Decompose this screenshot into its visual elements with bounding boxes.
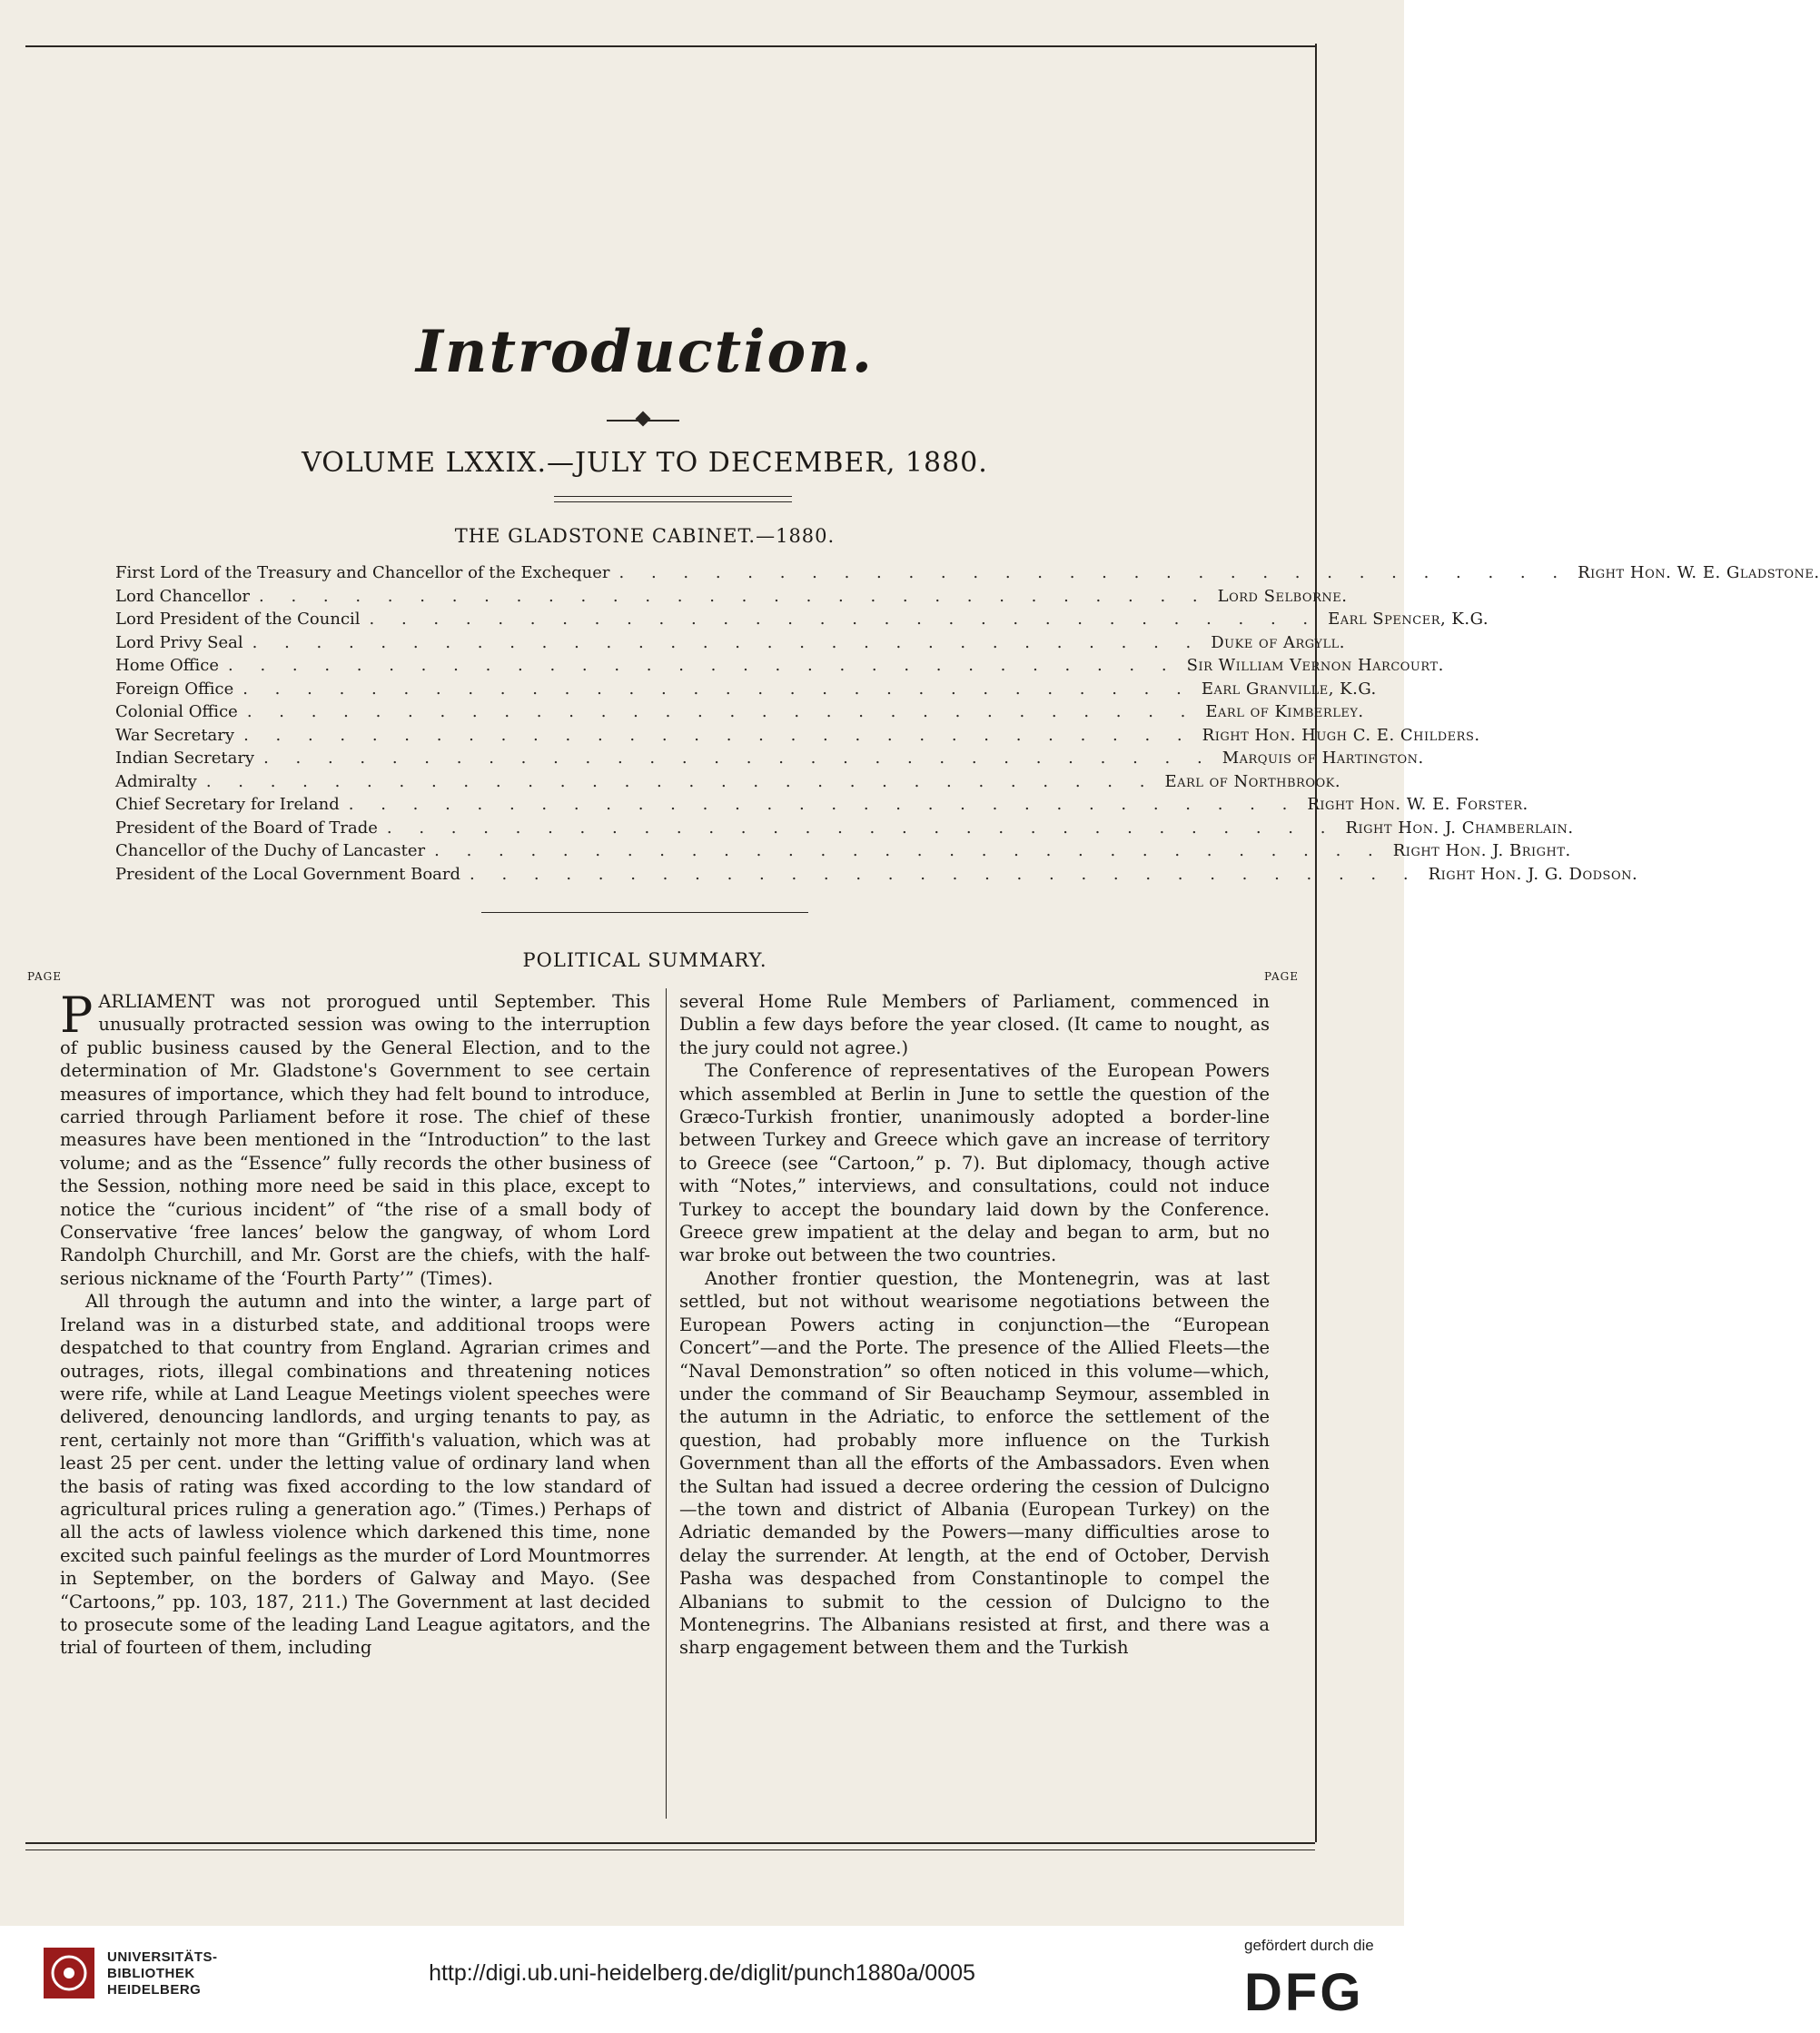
cabinet-office: Chancellor of the Duchy of Lancaster bbox=[115, 841, 426, 860]
cabinet-holder: Right Hon. J. Bright. bbox=[1392, 841, 1571, 860]
leader-dots: . . . . . . . . . . . . . . . . . . . . . . . . . . . . . . bbox=[434, 841, 1384, 860]
cabinet-office: Lord Chancellor bbox=[115, 586, 251, 606]
double-rule-top bbox=[554, 496, 792, 497]
dfg-logo: DFG bbox=[1244, 1963, 1364, 2022]
right-column bbox=[679, 990, 1270, 1660]
leader-dots: . . . . . . . . . . . . . . . . . . . . . . . . . . . . . . bbox=[470, 864, 1419, 884]
paragraph: All through the autumn and into the winter, a large part of Ireland was in a disturbed state, and additional troops were despatched to that country from England. Agrarian crimes and outrages, riots, illegal combinations and threatening notices were rife, while at Land League Meetings violent speeches were delivered, denouncing landlords, and urging tenants to pay, as rent, certainly not more than “Griffith's valuation, which was at least 25 per cent. under the letting value of ordinary land when the basis of rating was fixed according to the low standard of agricultural prices ruling a generation ago.” (Times.) Perhaps of all the acts of lawless violence which darkened this time, none excited such painful feelings as the murder of Lord Mountmorres in September, on the borders of Galway and Mayo. (See “Cartoons,” pp. 103, 187, 211.) The Government at last decided to prosecute some of the leading Land League agitators, and the trial of fourteen of them, including bbox=[60, 1291, 650, 1659]
cabinet-office: War Secretary bbox=[115, 725, 235, 745]
cabinet-holder: Right Hon. J. Chamberlain. bbox=[1345, 818, 1574, 838]
cabinet-holder: Earl of Northbrook. bbox=[1164, 771, 1341, 791]
cabinet-office: Home Office bbox=[115, 656, 220, 675]
cabinet-office: Foreign Office bbox=[115, 679, 234, 699]
cabinet-row bbox=[115, 864, 1638, 888]
leader-dots: . . . . . . . . . . . . . . . . . . . . . . . . . . . . . . bbox=[252, 632, 1202, 652]
cabinet-office: Lord Privy Seal bbox=[115, 632, 243, 652]
page-title: Introduction. bbox=[415, 318, 875, 386]
cabinet-holder: Right Hon. W. E. Forster. bbox=[1307, 795, 1528, 814]
paragraph: several Home Rule Members of Parliament, commenced in Dublin a few days before the year closed. (It came to nought, as the jury could not agree.) bbox=[679, 991, 1270, 1058]
left-column bbox=[60, 987, 650, 1660]
leader-dots: . . . . . . . . . . . . . . . . . . . . . . . . . . . . . . bbox=[246, 702, 1197, 721]
drop-cap: P bbox=[60, 987, 94, 1044]
source-url-link[interactable]: http://digi.ub.uni-heidelberg.de/diglit/punch1880a/0005 bbox=[429, 1960, 975, 1986]
cabinet-office: President of the Board of Trade bbox=[115, 818, 378, 838]
cabinet-office: Lord President of the Council bbox=[115, 610, 361, 629]
cabinet-holder: Earl Spencer, K.G. bbox=[1328, 610, 1489, 629]
paragraph-text: ARLIAMENT was not prorogued until September. This unusually protracted session was owing to the interruption of public business caused by the General Election, and to the determination of Mr. Gladstone's Government to see certain measures of importance, which they had felt bound to introduce, carried through Parliament before it rose. The chief of these measures have been mentioned in the “Introduction” to the last volume; and as the “Essence” fully records the other business of the Session, nothing more need be said in this place, except to notice the “curious incident” of “the rise of a small body of Conservative ‘free lances’ below the gangway, of whom Lord Randolph Churchill, and Mr. Gorst are the chiefs, with the half-serious nickname of the ‘Fourth Party’” (Times). bbox=[60, 991, 650, 1289]
cabinet-holder: Duke of Argyll. bbox=[1211, 632, 1345, 652]
leader-dots: . . . . . . . . . . . . . . . . . . . . . . . . . . . . . . bbox=[386, 818, 1337, 838]
library-name-line: BIBLIOTHEK bbox=[107, 1966, 195, 1981]
leader-dots: . . . . . . . . . . . . . . . . . . . . . . . . . . . . . . bbox=[228, 656, 1178, 675]
cabinet-holder: Lord Selborne. bbox=[1217, 586, 1348, 606]
paragraph: The Conference of representatives of the European Powers which assembled at Berlin in June to settle the question of the Græco-Turkish frontier, unanimously adopted a border-line between Turkey and Greece which gave an increase of territory to Greece (see “Cartoon,” p. 7). But diplomacy, though active with “Notes,” interviews, and consultations, could not induce Turkey to accept the boundary laid down by the Conference. Greece grew impatient at the delay and began to arm, but no war broke out between the two countries. bbox=[679, 1060, 1270, 1266]
library-name-line: UNIVERSITÄTS- bbox=[107, 1949, 218, 1965]
cabinet-office: Colonial Office bbox=[115, 702, 238, 721]
leader-dots: . . . . . . . . . . . . . . . . . . . . . . . . . . . . . . bbox=[348, 795, 1299, 814]
cabinet-row bbox=[115, 841, 1571, 865]
funded-by-label: gefördert durch die bbox=[1244, 1937, 1374, 1954]
cabinet-office: First Lord of the Treasury and Chancellor of the Exchequer bbox=[115, 563, 610, 582]
leader-dots: . . . . . . . . . . . . . . . . . . . . . . . . . . . . . . bbox=[263, 749, 1213, 768]
column-divider bbox=[666, 988, 667, 1819]
leader-dots: . . . . . . . . . . . . . . . . . . . . . . . . . . . . . . bbox=[259, 586, 1209, 606]
summary-heading: POLITICAL SUMMARY. bbox=[522, 949, 767, 971]
library-name-line: HEIDELBERG bbox=[107, 1982, 202, 1998]
cabinet-row bbox=[115, 563, 1820, 587]
cabinet-holder: Sir William Vernon Harcourt. bbox=[1186, 656, 1444, 675]
cabinet-row bbox=[115, 818, 1574, 842]
paragraph bbox=[60, 987, 650, 1290]
cabinet-holder: Marquis of Hartington. bbox=[1222, 749, 1424, 768]
page-border-top bbox=[25, 45, 1315, 47]
cabinet-row bbox=[115, 632, 1345, 657]
cabinet-holder: Earl Granville, K.G. bbox=[1201, 679, 1377, 699]
cabinet-row bbox=[115, 679, 1377, 703]
cabinet-holder: Right Hon. W. E. Gladstone. bbox=[1578, 563, 1820, 582]
cabinet-holder: Earl of Kimberley. bbox=[1205, 702, 1364, 721]
page-label-left: PAGE bbox=[27, 970, 62, 983]
cabinet-heading: THE GLADSTONE CABINET.—1880. bbox=[454, 525, 836, 547]
cabinet-holder: Right Hon. J. G. Dodson. bbox=[1428, 864, 1638, 884]
volume-heading: VOLUME LXXIX.—JULY TO DECEMBER, 1880. bbox=[302, 447, 988, 479]
cabinet-list bbox=[115, 563, 1820, 888]
page-border-right bbox=[1315, 44, 1317, 1842]
cabinet-office: Chief Secretary for Ireland bbox=[115, 795, 340, 814]
leader-dots: . . . . . . . . . . . . . . . . . . . . . . . . . . . . . . bbox=[243, 725, 1193, 745]
cabinet-row bbox=[115, 610, 1489, 633]
double-rule-bottom bbox=[554, 501, 792, 502]
cabinet-row bbox=[115, 656, 1444, 679]
cabinet-row bbox=[115, 586, 1348, 610]
cabinet-office: Indian Secretary bbox=[115, 749, 255, 768]
leader-dots: . . . . . . . . . . . . . . . . . . . . . . . . . . . . . . bbox=[618, 563, 1569, 582]
leader-dots: . . . . . . . . . . . . . . . . . . . . . . . . . . . . . . bbox=[369, 610, 1320, 629]
page-border-bottom bbox=[25, 1842, 1315, 1844]
cabinet-row bbox=[115, 702, 1364, 726]
cabinet-office: Admiralty bbox=[115, 771, 197, 791]
cabinet-holder: Right Hon. Hugh C. E. Childers. bbox=[1202, 725, 1480, 745]
paragraph: Another frontier question, the Montenegrin, was at last settled, but not without wearisome negotiations between the European Powers acting in conjunction—the “European Concert”—and the Porte. The presence of the Allied Fleets—the “Naval Demonstration” so often noticed in this volume—which, under the command of Sir Beauchamp Seymour, assembled in the autumn in the Adriatic, to enforce the settlement of the question, had probably more influence on the Turkish Government than all the efforts of the Ambassadors. Even when the Sultan had issued a decree ordering the cession of Dulcigno—the town and district of Albania (European Turkey) on the Adriatic demanded by the Powers—many difficulties arose to delay the surrender. At length, at the end of October, Dervish Pasha was despached from Constantinople to compel the Albanians to submit to the cession of Dulcigno to the Montenegrins. The Albanians resisted at first, and there was a sharp engagement between them and the Turkish bbox=[679, 1267, 1270, 1659]
cabinet-row bbox=[115, 771, 1341, 796]
page-label-right: PAGE bbox=[1264, 970, 1299, 983]
leader-dots: . . . . . . . . . . . . . . . . . . . . . . . . . . . . . . bbox=[242, 679, 1192, 699]
section-rule bbox=[481, 912, 808, 913]
leader-dots: . . . . . . . . . . . . . . . . . . . . . . . . . . . . . . bbox=[205, 771, 1156, 791]
cabinet-row bbox=[115, 749, 1424, 772]
cabinet-row bbox=[115, 725, 1480, 749]
cabinet-row bbox=[115, 795, 1528, 818]
cabinet-office: President of the Local Government Board bbox=[115, 864, 461, 884]
